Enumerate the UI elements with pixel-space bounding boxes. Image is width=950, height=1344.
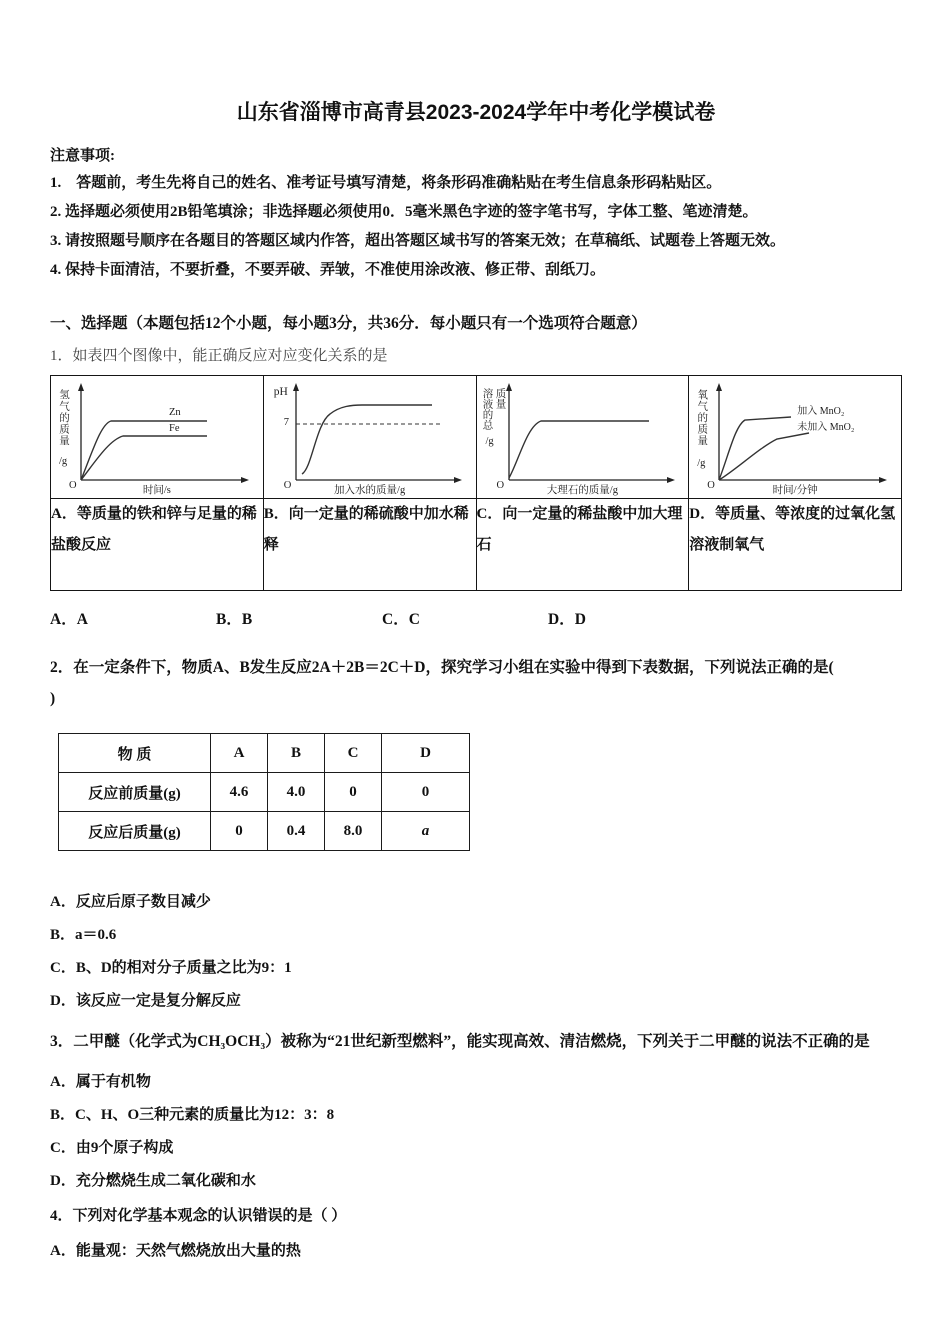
graph-b-description: B．向一定量的稀硫酸中加水稀释 [263, 499, 476, 591]
notice-item-4: 4. 保持卡面清洁，不要折叠，不要弄破、弄皱，不准使用涂改液、修正带、刮纸刀。 [50, 262, 606, 278]
graph-b-ylabel: pH [273, 386, 288, 398]
after-a: 0 [211, 812, 268, 851]
notice-item-3: 3. 请按照题号顺序在各题目的答题区域内作答，超出答题区域书写的答案无效；在草稿纸、试题卷上答题无效。 [50, 233, 786, 249]
question-1-choices [50, 607, 902, 629]
graph-c-xlabel: 大理石的质量/g [546, 485, 618, 496]
before-b: 4.0 [268, 773, 325, 812]
graph-b-xlabel: 加入水的质量/g [334, 485, 406, 496]
graph-a-description: A．等质量的铁和锌与足量的稀盐酸反应 [51, 499, 264, 591]
graph-descriptions-row [51, 499, 902, 591]
graph-d-description: D．等质量、等浓度的过氧化氢溶液制氧气 [689, 499, 902, 591]
graph-a-plot [51, 376, 257, 498]
graph-b-cell [263, 376, 476, 499]
after-label: 反应后质量(g) [59, 812, 211, 851]
graph-c-cell [476, 376, 689, 499]
graph-a-origin-label: O [69, 480, 77, 491]
graph-c-description: C．向一定量的稀盐酸中加大理石 [476, 499, 689, 591]
graph-d-curve-mno2-label: 加入 MnO₂ [797, 406, 845, 417]
question-1-choice-d: D．D [548, 611, 586, 628]
graph-d-yunit: /g [697, 458, 706, 469]
graph-d-cell [689, 376, 902, 499]
table-header-row [59, 734, 470, 773]
question-1-choice-a: A．A [50, 611, 88, 628]
before-label: 反应前质量(g) [59, 773, 211, 812]
graph-d-xlabel: 时间/分钟 [772, 485, 818, 496]
before-c: 0 [325, 773, 382, 812]
notice-item-2: 2. 选择题必须使用2B铅笔填涂；非选择题必须使用0．5毫米黑色字迹的签字笔书写，字体工整、笔迹清楚。 [50, 204, 758, 220]
question-4-choice-a: A．能量观：天然气燃烧放出大量的热 [50, 1243, 301, 1259]
question-2-text-close: ) [50, 690, 56, 707]
before-d: 0 [382, 773, 470, 812]
question-1-choice-c: C．C [382, 611, 420, 628]
graph-d-plot [689, 376, 895, 498]
after-c: 8.0 [325, 812, 382, 851]
after-d: a [382, 812, 470, 851]
graph-a-yunit: /g [59, 456, 68, 467]
question-1-graphs-table [50, 375, 902, 591]
question-2-text: 2．在一定条件下，物质A、B发生反应2A＋2B＝2C＋D，探究学习小组在实验中得到下表数据，下列说法正确的是( [50, 659, 834, 676]
table-row-before [59, 773, 470, 812]
question-2-choice-b: B．a＝0.6 [50, 927, 117, 943]
question-3-choice-d: D．充分燃烧生成二氧化碳和水 [50, 1173, 256, 1189]
notice-list [50, 169, 902, 285]
graphs-row [51, 376, 902, 499]
after-b: 0.4 [268, 812, 325, 851]
header-d: D [382, 734, 470, 773]
question-3-text: 3．二甲醚（化学式为CH₃OCH₃）被称为“21世纪新型燃料”，能实现高效、清洁燃烧，下列关于二甲醚的说法不正确的是 [50, 1033, 870, 1050]
graph-a-xlabel: 时间/s [142, 485, 171, 496]
graph-c [477, 376, 689, 498]
section-1-heading: 一、选择题（本题包括12个小题，每小题3分，共36分．每小题只有一个选项符合题意） [50, 315, 647, 332]
header-b: B [268, 734, 325, 773]
question-2-choice-c: C．B、D的相对分子质量之比为9：1 [50, 960, 292, 976]
graph-a-curve-fe-label: Fe [169, 423, 180, 434]
graph-d [689, 376, 901, 498]
question-2-data-table [58, 733, 470, 851]
question-1-choice-b: B．B [216, 611, 253, 628]
graph-a-curve-zn-label: Zn [169, 407, 181, 418]
graph-a-cell [51, 376, 264, 499]
graph-b-plot [264, 376, 470, 498]
question-3-choice-b: B．C、H、O三种元素的质量比为12：3：8 [50, 1107, 335, 1123]
question-3-choice-c: C．由9个原子构成 [50, 1140, 174, 1156]
graph-c-yunit: /g [485, 436, 494, 447]
graph-d-ylabel: 氧气的质量 [696, 389, 708, 447]
header-c: C [325, 734, 382, 773]
graph-d-origin-label: O [707, 480, 715, 491]
notice-item-1: 1. 答题前，考生先将自己的姓名、准考证号填写清楚，将条形码准确粘贴在考生信息条形码粘贴区。 [50, 175, 722, 191]
table-row-after [59, 812, 470, 851]
graph-b-ref-7-label: 7 [283, 417, 289, 428]
graph-d-curve-no-mno2-label: 未加入 MnO₂ [797, 422, 855, 433]
question-2-choice-a: A．反应后原子数目减少 [50, 894, 211, 910]
question-2-choice-d: D．该反应一定是复分解反应 [50, 993, 241, 1009]
graph-a [51, 376, 263, 498]
page-title: 山东省淄博市高青县2023-2024学年中考化学模试卷 [236, 101, 716, 124]
header-a: A [211, 734, 268, 773]
question-4-text: 4．下列对化学基本观念的认识错误的是（ ） [50, 1208, 347, 1224]
graph-b-origin-label: O [283, 480, 292, 491]
before-a: 4.6 [211, 773, 268, 812]
graph-a-ylabel: 氢气的质量 [58, 389, 69, 447]
notice-heading: 注意事项: [50, 148, 115, 164]
graph-b [264, 376, 476, 498]
question-1-text: 1．如表四个图像中，能正确反应对应变化关系的是 [50, 348, 388, 364]
graph-c-ylabel: 溶液的总质量 [481, 388, 506, 430]
header-substance: 物 质 [59, 734, 211, 773]
graph-c-origin-label: O [496, 480, 505, 491]
question-3-choice-a: A．属于有机物 [50, 1074, 151, 1090]
graph-c-plot [477, 376, 683, 498]
